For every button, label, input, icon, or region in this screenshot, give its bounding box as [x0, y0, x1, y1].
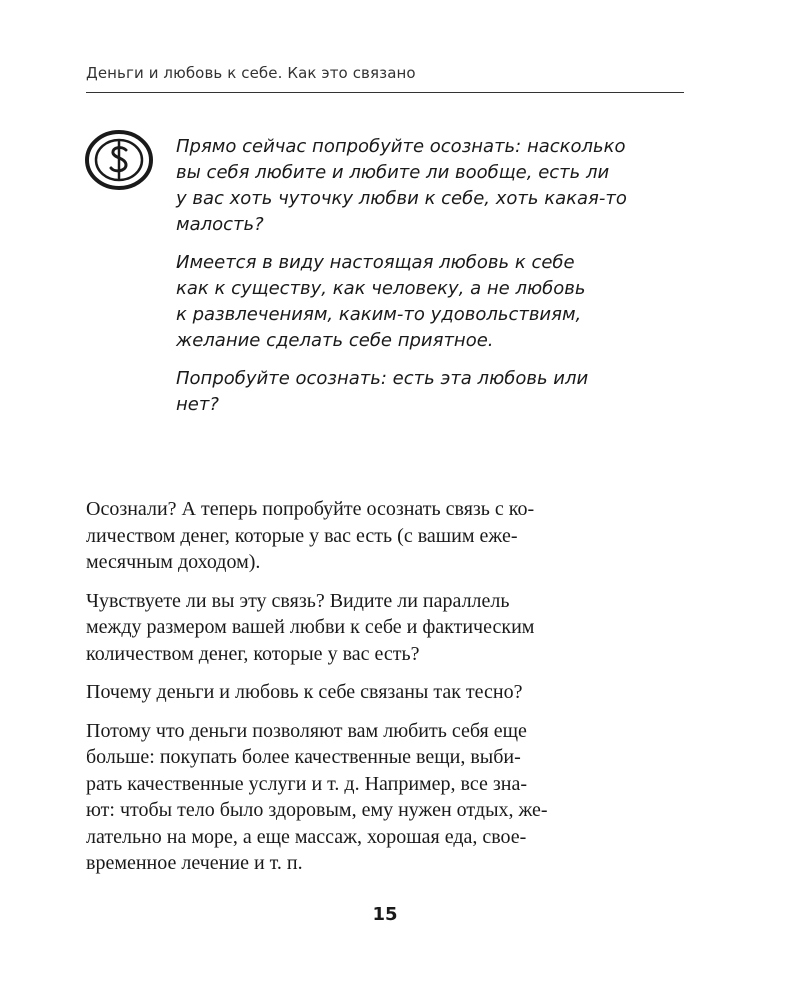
page-number: 15: [372, 904, 398, 925]
exercise-line: у вас хоть чуточку любви к себе, хоть какая-то: [176, 188, 627, 209]
exercise-line: как к существу, как человеку, а не любовь: [176, 278, 586, 299]
exercise-line: нет?: [176, 394, 219, 415]
body-line: месячным доходом).: [86, 551, 261, 573]
body-paragraph-4: [86, 718, 686, 877]
exercise-line: желание сделать себе приятное.: [176, 330, 494, 351]
exercise-line: вы себя любите и любите ли вообще, есть ли: [176, 162, 610, 183]
body-paragraph-1: [86, 496, 686, 576]
exercise-line: Прямо сейчас попробуйте осознать: насколько: [176, 136, 626, 157]
body-line: ют: чтобы тело было здоровым, ему нужен отдых, же-: [86, 799, 548, 821]
body-line: количеством денег, которые у вас есть?: [86, 642, 420, 665]
body-line: рать качественные услуги и т. д. Например, все зна-: [86, 772, 528, 795]
exercise-line: к развлечениям, каким-то удовольствиям,: [176, 304, 582, 325]
exercise-paragraph-2: [176, 250, 696, 354]
header-rule: [86, 92, 684, 93]
body-line: Осознали? А теперь попробуйте осознать связь с ко-: [86, 498, 535, 520]
body-line: Почему деньги и любовь к себе связаны так тесно?: [86, 681, 523, 703]
exercise-line: малость?: [176, 214, 264, 235]
exercise-paragraph-3: [176, 366, 696, 418]
body-line: лательно на море, а еще массаж, хорошая еда, свое-: [86, 825, 527, 848]
body-line: больше: покупать более качественные вещи, выби-: [86, 746, 521, 768]
dollar-coin-icon: [84, 128, 156, 192]
running-header: Деньги и любовь к себе. Как это связано: [86, 64, 416, 82]
body-line: Потому что деньги позволяют вам любить себя еще: [86, 719, 527, 742]
exercise-paragraph-1: [176, 134, 696, 238]
body-line: Чувствуете ли вы эту связь? Видите ли параллель: [86, 589, 510, 612]
body-line: личеством денег, которые у вас есть (с вашим еже-: [86, 524, 518, 547]
exercise-line: Попробуйте осознать: есть эта любовь или: [176, 368, 589, 389]
exercise-line: Имеется в виду настоящая любовь к себе: [176, 252, 575, 273]
body-text: [86, 496, 686, 889]
exercise-block: [176, 134, 696, 430]
body-line: временное лечение и т. п.: [86, 852, 303, 874]
body-paragraph-3: [86, 679, 686, 706]
body-line: между размером вашей любви к себе и фактическим: [86, 616, 535, 638]
body-paragraph-2: [86, 588, 686, 668]
